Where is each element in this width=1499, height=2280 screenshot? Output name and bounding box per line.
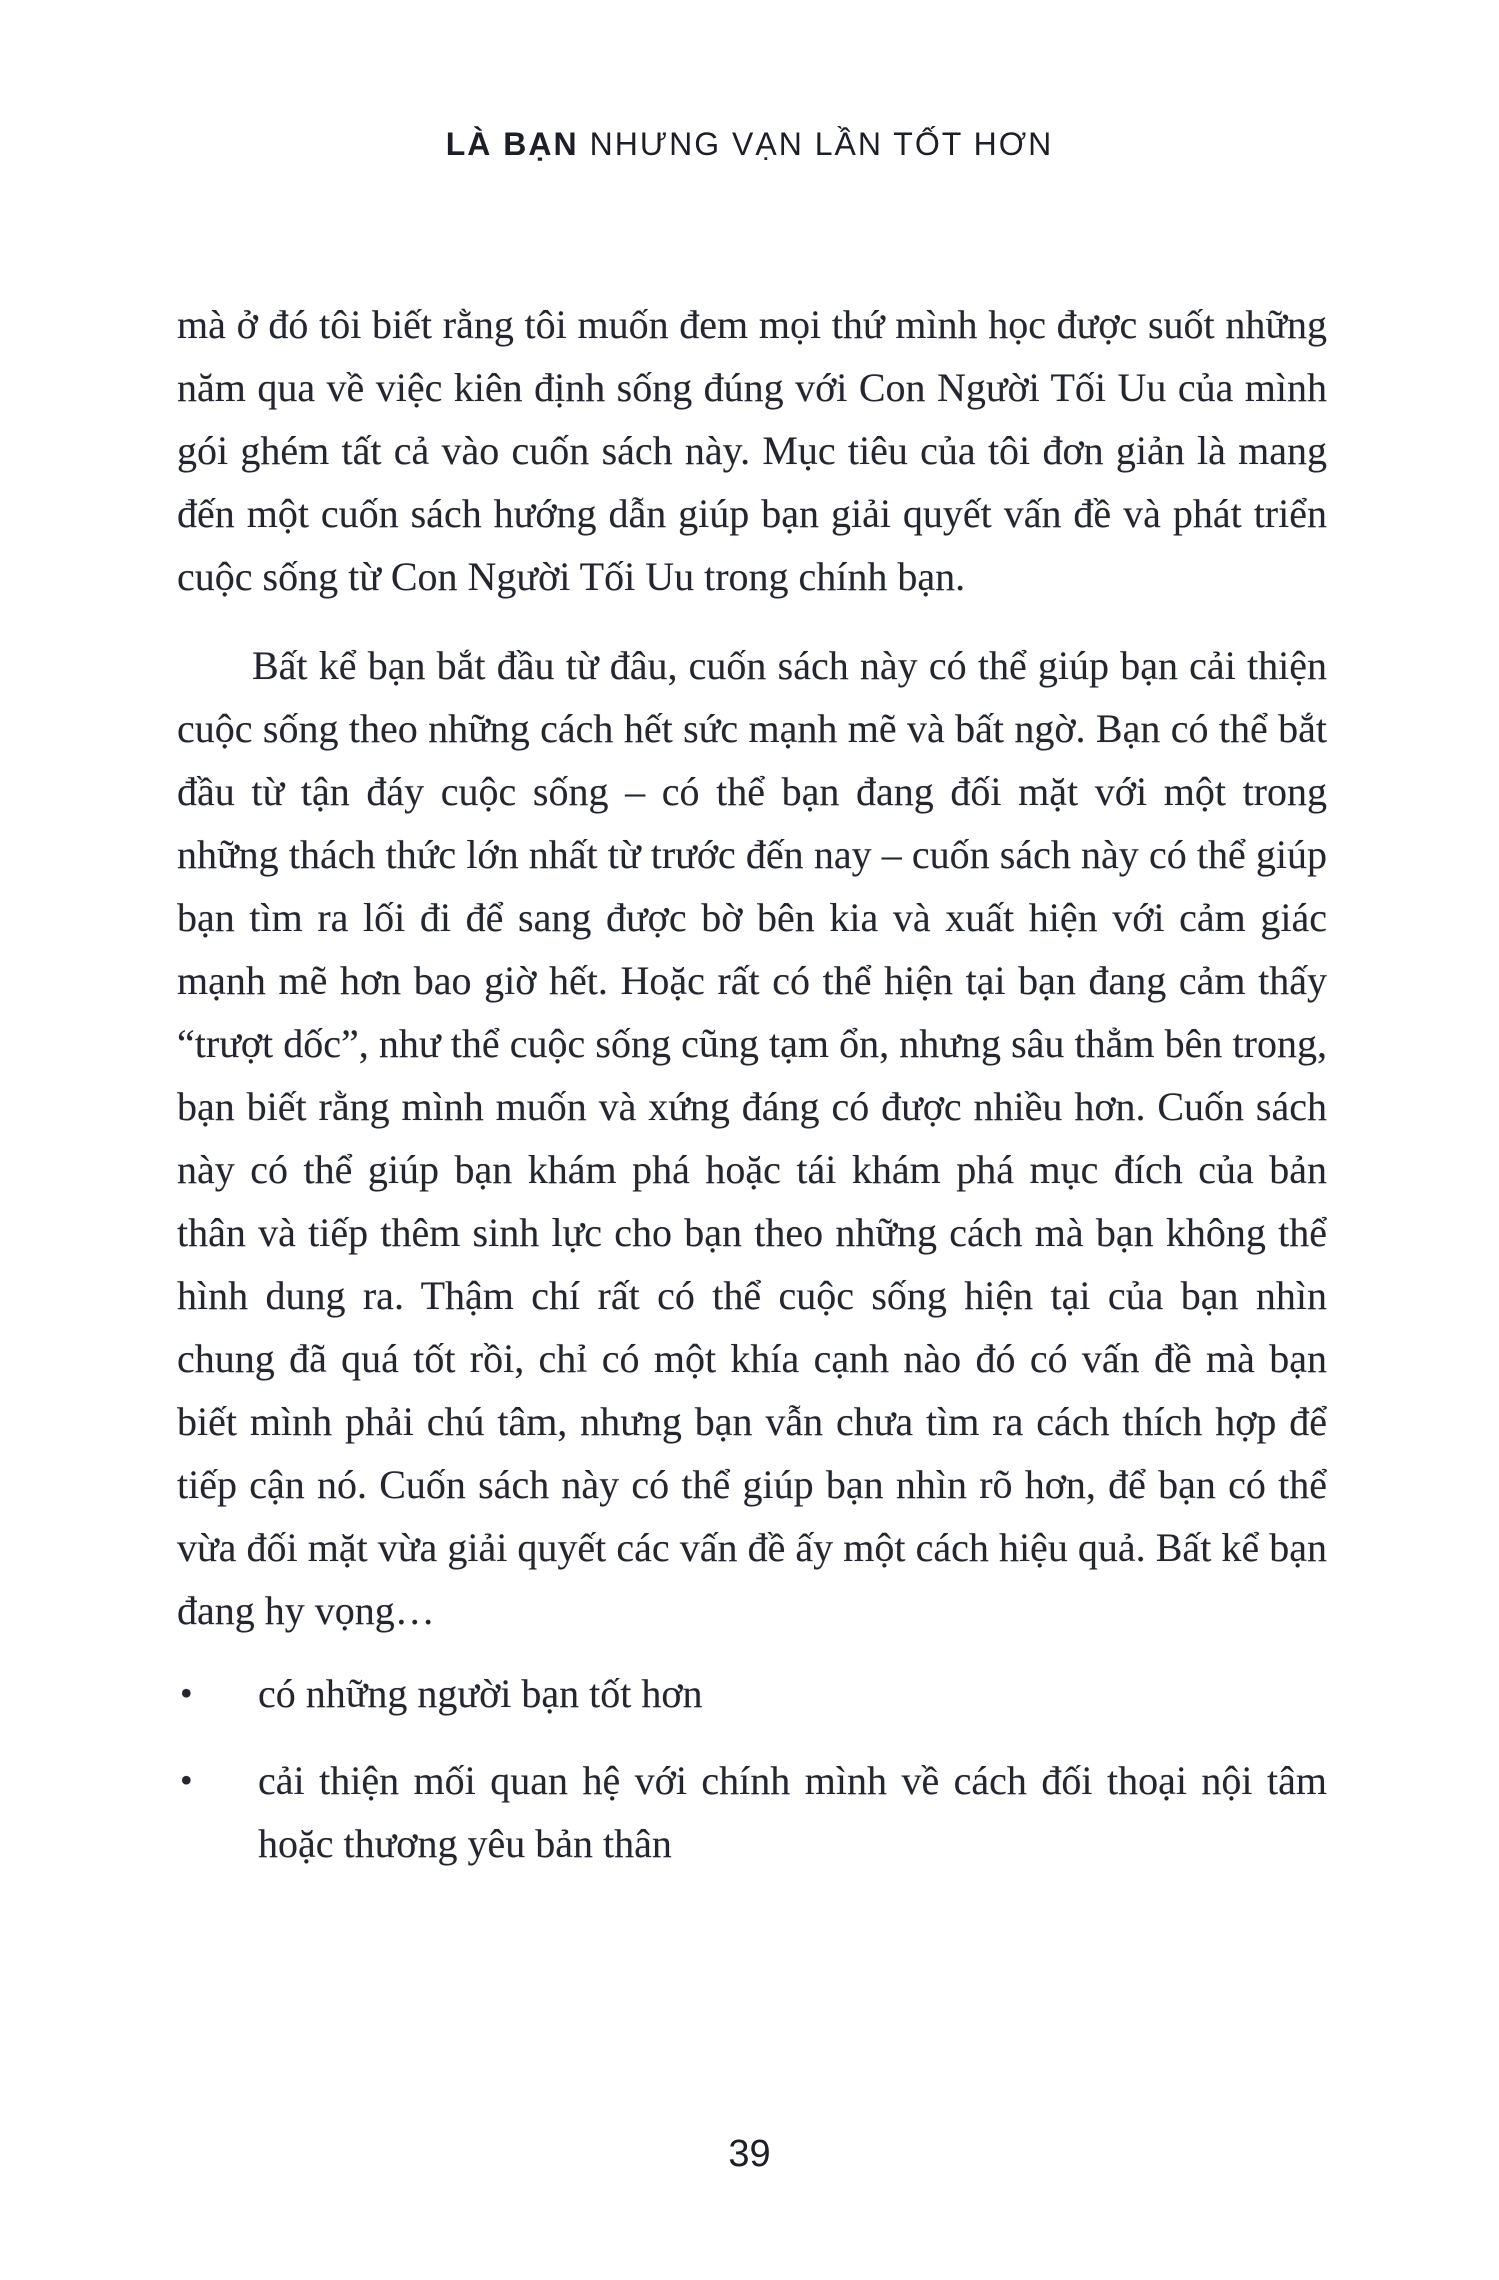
page-body [177,293,1327,1875]
running-head [0,126,1499,163]
bullet-item-text: có những người bạn tốt hơn [258,1671,703,1716]
bullet-list [177,1662,1327,1875]
bullet-item [177,1749,1327,1875]
bullet-item-text: cải thiện mối quan hệ với chính mình về cách đối thoại nội tâm hoặc thương yêu bản thân [258,1758,1327,1866]
paragraph: Bất kể bạn bắt đầu từ đâu, cuốn sách này có thể giúp bạn cải thiện cuộc sống theo những cách hết sức mạnh mẽ và bất ngờ. Bạn có thể bắt đầu từ tận đáy cuộc sống – có thể bạn đang đối mặt với một trong những thách thức lớn nhất từ trước đến nay – cuốn sách này có thể giúp bạn tìm ra lối đi để sang được bờ bên kia và xuất hiện với cảm giác mạnh mẽ hơn bao giờ hết. Hoặc rất có thể hiện tại bạn đang cảm thấy “trượt dốc”, như thể cuộc sống cũng tạm ổn, nhưng sâu thẳm bên trong, bạn biết rằng mình muốn và xứng đáng có được nhiều hơn. Cuốn sách này có thể giúp bạn khám phá hoặc tái khám phá mục đích của bản thân và tiếp thêm sinh lực cho bạn theo những cách mà bạn không thể hình dung ra. Thậm chí rất có thể cuộc sống hiện tại của bạn nhìn chung đã quá tốt rồi, chỉ có một khía cạnh nào đó có vấn đề mà bạn biết mình phải chú tâm, nhưng bạn vẫn chưa tìm ra cách thích hợp để tiếp cận nó. Cuốn sách này có thể giúp bạn nhìn rõ hơn, để bạn có thể vừa đối mặt vừa giải quyết các vấn đề ấy một cách hiệu quả. Bất kể bạn đang hy vọng… [177,643,1327,1633]
bullet-icon: • [180,1760,193,1800]
running-head-chapter-title: NHƯNG VẠN LẦN TỐT HƠN [589,126,1054,162]
bullet-item [177,1662,1327,1725]
page-number: 39 [728,2133,771,2175]
bullet-icon: • [180,1673,193,1713]
running-head-book-title: LÀ BẠN [445,126,579,162]
paragraph-continuation: mà ở đó tôi biết rằng tôi muốn đem mọi thứ mình học được suốt những năm qua về việc kiên định sống đúng với Con Người Tối Uu của mình gói ghém tất cả vào cuốn sách này. Mục tiêu của tôi đơn giản là mang đến một cuốn sách hướng dẫn giúp bạn giải quyết vấn đề và phát triển cuộc sống từ Con Người Tối Uu trong chính bạn. [177,302,1327,599]
